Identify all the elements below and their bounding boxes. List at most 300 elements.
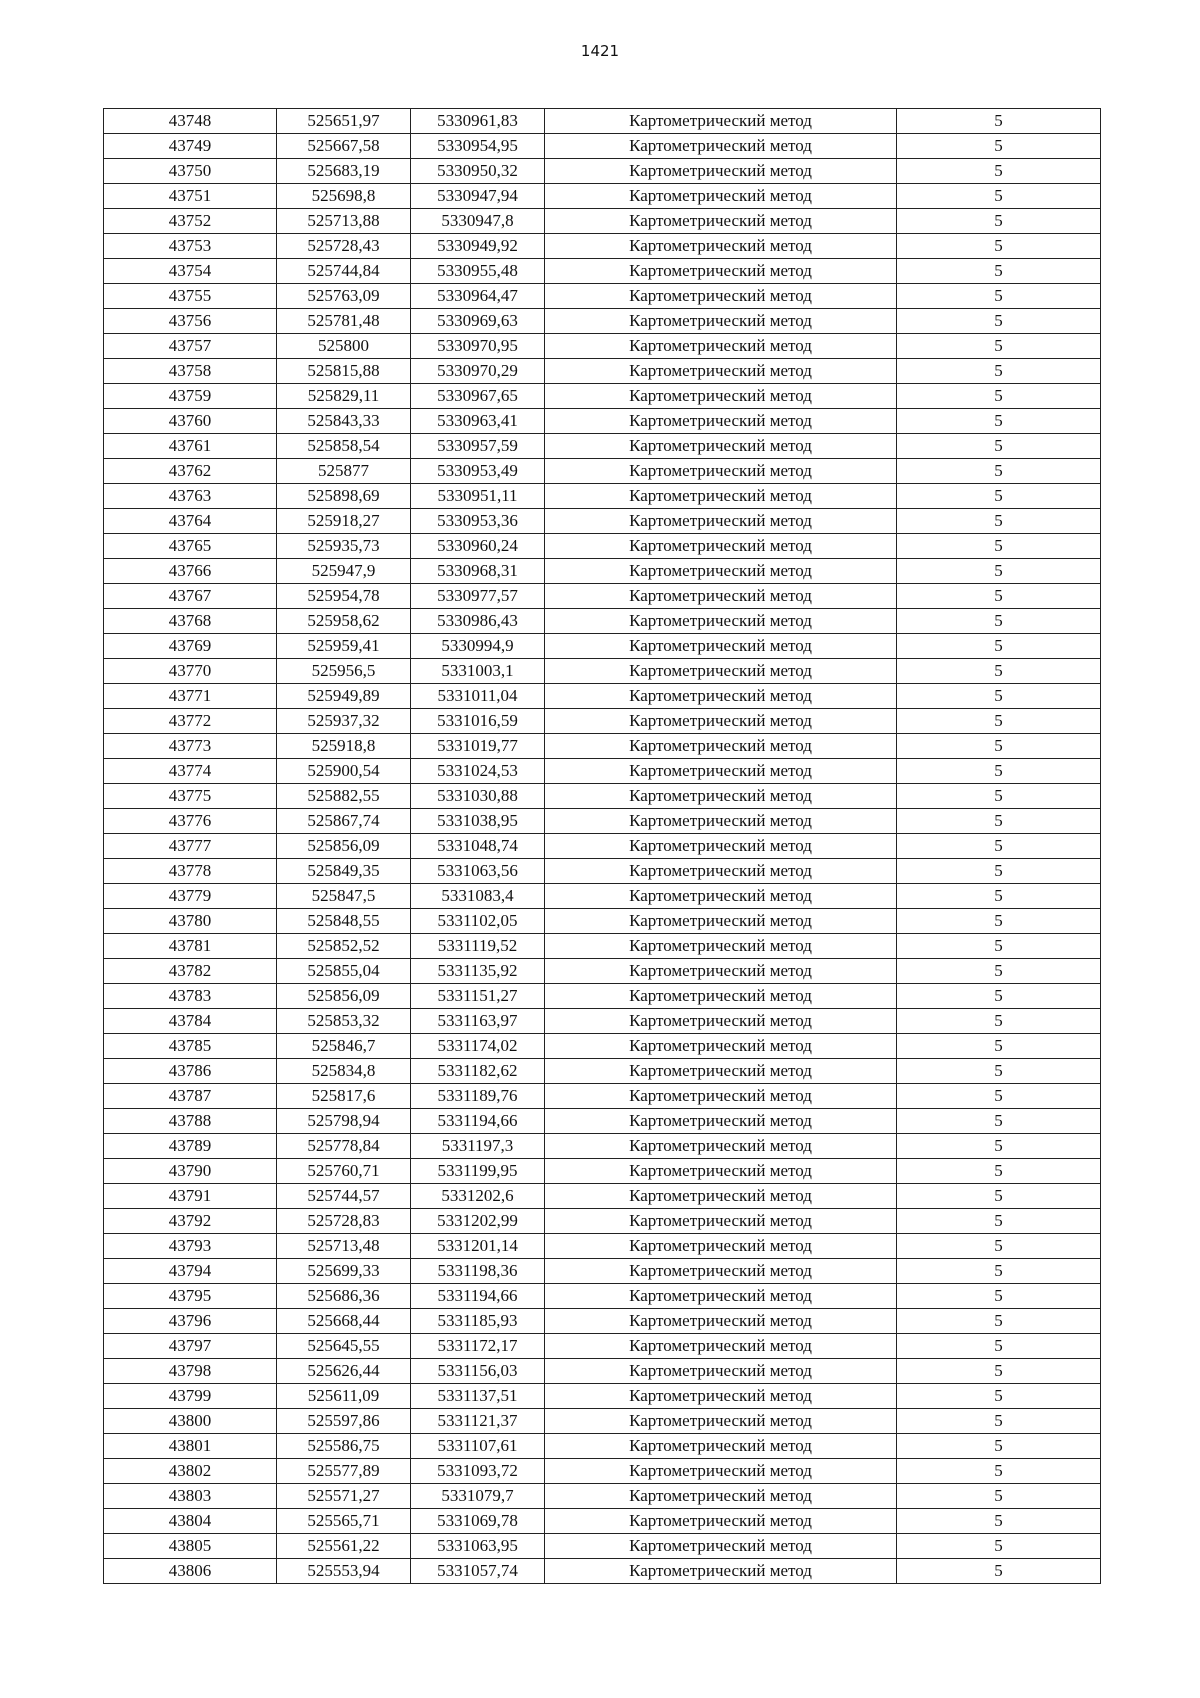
accuracy-cell: 5 <box>897 1259 1101 1284</box>
point-number-cell: 43773 <box>104 734 277 759</box>
accuracy-cell: 5 <box>897 1484 1101 1509</box>
method-cell: Картометрический метод <box>545 309 897 334</box>
table-row <box>104 384 1101 409</box>
point-number-cell: 43797 <box>104 1334 277 1359</box>
accuracy-cell: 5 <box>897 1234 1101 1259</box>
x-coordinate-cell: 525959,41 <box>277 634 411 659</box>
method-cell: Картометрический метод <box>545 1284 897 1309</box>
method-cell: Картометрический метод <box>545 1259 897 1284</box>
point-number-cell: 43801 <box>104 1434 277 1459</box>
accuracy-cell: 5 <box>897 1109 1101 1134</box>
point-number-cell: 43778 <box>104 859 277 884</box>
table-row <box>104 1484 1101 1509</box>
x-coordinate-cell: 525855,04 <box>277 959 411 984</box>
table-row <box>104 959 1101 984</box>
y-coordinate-cell: 5331003,1 <box>411 659 545 684</box>
point-number-cell: 43775 <box>104 784 277 809</box>
x-coordinate-cell: 525856,09 <box>277 834 411 859</box>
point-number-cell: 43803 <box>104 1484 277 1509</box>
method-cell: Картометрический метод <box>545 859 897 884</box>
table-row <box>104 534 1101 559</box>
table-row <box>104 859 1101 884</box>
accuracy-cell: 5 <box>897 159 1101 184</box>
point-number-cell: 43783 <box>104 984 277 1009</box>
table-row <box>104 559 1101 584</box>
y-coordinate-cell: 5331011,04 <box>411 684 545 709</box>
method-cell: Картометрический метод <box>545 1559 897 1584</box>
x-coordinate-cell: 525817,6 <box>277 1084 411 1109</box>
accuracy-cell: 5 <box>897 859 1101 884</box>
page-number: 1421 <box>580 42 620 60</box>
method-cell: Картометрический метод <box>545 1434 897 1459</box>
x-coordinate-cell: 525744,84 <box>277 259 411 284</box>
x-coordinate-cell: 525683,19 <box>277 159 411 184</box>
table-row <box>104 884 1101 909</box>
method-cell: Картометрический метод <box>545 534 897 559</box>
accuracy-cell: 5 <box>897 759 1101 784</box>
x-coordinate-cell: 525958,62 <box>277 609 411 634</box>
table-row <box>104 1209 1101 1234</box>
x-coordinate-cell: 525760,71 <box>277 1159 411 1184</box>
x-coordinate-cell: 525713,48 <box>277 1234 411 1259</box>
table-row <box>104 759 1101 784</box>
accuracy-cell: 5 <box>897 984 1101 1009</box>
x-coordinate-cell: 525849,35 <box>277 859 411 884</box>
accuracy-cell: 5 <box>897 709 1101 734</box>
x-coordinate-cell: 525744,57 <box>277 1184 411 1209</box>
table-row <box>104 1284 1101 1309</box>
table-row <box>104 1359 1101 1384</box>
point-number-cell: 43781 <box>104 934 277 959</box>
accuracy-cell: 5 <box>897 1184 1101 1209</box>
y-coordinate-cell: 5330953,49 <box>411 459 545 484</box>
x-coordinate-cell: 525686,36 <box>277 1284 411 1309</box>
table-row <box>104 1034 1101 1059</box>
accuracy-cell: 5 <box>897 534 1101 559</box>
y-coordinate-cell: 5331174,02 <box>411 1034 545 1059</box>
x-coordinate-cell: 525867,74 <box>277 809 411 834</box>
point-number-cell: 43749 <box>104 134 277 159</box>
y-coordinate-cell: 5331194,66 <box>411 1284 545 1309</box>
coordinates-table-body <box>104 109 1101 1584</box>
y-coordinate-cell: 5330955,48 <box>411 259 545 284</box>
y-coordinate-cell: 5330986,43 <box>411 609 545 634</box>
point-number-cell: 43784 <box>104 1009 277 1034</box>
accuracy-cell: 5 <box>897 1509 1101 1534</box>
y-coordinate-cell: 5331057,74 <box>411 1559 545 1584</box>
x-coordinate-cell: 525667,58 <box>277 134 411 159</box>
accuracy-cell: 5 <box>897 1309 1101 1334</box>
method-cell: Картометрический метод <box>545 184 897 209</box>
table-row <box>104 459 1101 484</box>
point-number-cell: 43787 <box>104 1084 277 1109</box>
y-coordinate-cell: 5331135,92 <box>411 959 545 984</box>
method-cell: Картометрический метод <box>545 434 897 459</box>
x-coordinate-cell: 525597,86 <box>277 1409 411 1434</box>
method-cell: Картометрический метод <box>545 1134 897 1159</box>
x-coordinate-cell: 525815,88 <box>277 359 411 384</box>
table-row <box>104 634 1101 659</box>
method-cell: Картометрический метод <box>545 634 897 659</box>
accuracy-cell: 5 <box>897 1409 1101 1434</box>
x-coordinate-cell: 525834,8 <box>277 1059 411 1084</box>
x-coordinate-cell: 525611,09 <box>277 1384 411 1409</box>
point-number-cell: 43758 <box>104 359 277 384</box>
x-coordinate-cell: 525651,97 <box>277 109 411 134</box>
accuracy-cell: 5 <box>897 1334 1101 1359</box>
method-cell: Картометрический метод <box>545 709 897 734</box>
table-row <box>104 809 1101 834</box>
x-coordinate-cell: 525781,48 <box>277 309 411 334</box>
x-coordinate-cell: 525713,88 <box>277 209 411 234</box>
table-row <box>104 1384 1101 1409</box>
y-coordinate-cell: 5330969,63 <box>411 309 545 334</box>
point-number-cell: 43789 <box>104 1134 277 1159</box>
x-coordinate-cell: 525858,54 <box>277 434 411 459</box>
method-cell: Картометрический метод <box>545 1109 897 1134</box>
y-coordinate-cell: 5331182,62 <box>411 1059 545 1084</box>
accuracy-cell: 5 <box>897 334 1101 359</box>
accuracy-cell: 5 <box>897 384 1101 409</box>
y-coordinate-cell: 5331197,3 <box>411 1134 545 1159</box>
point-number-cell: 43786 <box>104 1059 277 1084</box>
point-number-cell: 43756 <box>104 309 277 334</box>
accuracy-cell: 5 <box>897 834 1101 859</box>
table-row <box>104 1059 1101 1084</box>
method-cell: Картометрический метод <box>545 1534 897 1559</box>
method-cell: Картометрический метод <box>545 1159 897 1184</box>
accuracy-cell: 5 <box>897 1359 1101 1384</box>
method-cell: Картометрический метод <box>545 809 897 834</box>
table-row <box>104 1409 1101 1434</box>
table-row <box>104 609 1101 634</box>
table-row <box>104 659 1101 684</box>
point-number-cell: 43793 <box>104 1234 277 1259</box>
x-coordinate-cell: 525848,55 <box>277 909 411 934</box>
x-coordinate-cell: 525935,73 <box>277 534 411 559</box>
y-coordinate-cell: 5330953,36 <box>411 509 545 534</box>
accuracy-cell: 5 <box>897 1284 1101 1309</box>
accuracy-cell: 5 <box>897 659 1101 684</box>
y-coordinate-cell: 5331156,03 <box>411 1359 545 1384</box>
y-coordinate-cell: 5331102,05 <box>411 909 545 934</box>
y-coordinate-cell: 5331199,95 <box>411 1159 545 1184</box>
accuracy-cell: 5 <box>897 1159 1101 1184</box>
x-coordinate-cell: 525900,54 <box>277 759 411 784</box>
accuracy-cell: 5 <box>897 409 1101 434</box>
method-cell: Картометрический метод <box>545 409 897 434</box>
method-cell: Картометрический метод <box>545 359 897 384</box>
point-number-cell: 43771 <box>104 684 277 709</box>
point-number-cell: 43776 <box>104 809 277 834</box>
y-coordinate-cell: 5330960,24 <box>411 534 545 559</box>
point-number-cell: 43798 <box>104 1359 277 1384</box>
point-number-cell: 43804 <box>104 1509 277 1534</box>
x-coordinate-cell: 525577,89 <box>277 1459 411 1484</box>
accuracy-cell: 5 <box>897 1434 1101 1459</box>
method-cell: Картометрический метод <box>545 659 897 684</box>
point-number-cell: 43755 <box>104 284 277 309</box>
accuracy-cell: 5 <box>897 1134 1101 1159</box>
point-number-cell: 43802 <box>104 1459 277 1484</box>
method-cell: Картометрический метод <box>545 1309 897 1334</box>
accuracy-cell: 5 <box>897 484 1101 509</box>
table-row <box>104 134 1101 159</box>
method-cell: Картометрический метод <box>545 384 897 409</box>
table-row <box>104 1134 1101 1159</box>
method-cell: Картометрический метод <box>545 1209 897 1234</box>
x-coordinate-cell: 525728,83 <box>277 1209 411 1234</box>
x-coordinate-cell: 525586,75 <box>277 1434 411 1459</box>
table-row <box>104 109 1101 134</box>
method-cell: Картометрический метод <box>545 1409 897 1434</box>
table-row <box>104 584 1101 609</box>
x-coordinate-cell: 525877 <box>277 459 411 484</box>
accuracy-cell: 5 <box>897 359 1101 384</box>
point-number-cell: 43751 <box>104 184 277 209</box>
table-row <box>104 484 1101 509</box>
method-cell: Картометрический метод <box>545 609 897 634</box>
y-coordinate-cell: 5331198,36 <box>411 1259 545 1284</box>
accuracy-cell: 5 <box>897 784 1101 809</box>
table-row <box>104 934 1101 959</box>
y-coordinate-cell: 5331202,6 <box>411 1184 545 1209</box>
accuracy-cell: 5 <box>897 609 1101 634</box>
x-coordinate-cell: 525846,7 <box>277 1034 411 1059</box>
y-coordinate-cell: 5331121,37 <box>411 1409 545 1434</box>
method-cell: Картометрический метод <box>545 1384 897 1409</box>
accuracy-cell: 5 <box>897 1534 1101 1559</box>
table-row <box>104 284 1101 309</box>
y-coordinate-cell: 5331069,78 <box>411 1509 545 1534</box>
table-row <box>104 259 1101 284</box>
point-number-cell: 43772 <box>104 709 277 734</box>
point-number-cell: 43759 <box>104 384 277 409</box>
y-coordinate-cell: 5330964,47 <box>411 284 545 309</box>
table-row <box>104 1009 1101 1034</box>
x-coordinate-cell: 525898,69 <box>277 484 411 509</box>
accuracy-cell: 5 <box>897 584 1101 609</box>
accuracy-cell: 5 <box>897 134 1101 159</box>
point-number-cell: 43760 <box>104 409 277 434</box>
point-number-cell: 43788 <box>104 1109 277 1134</box>
x-coordinate-cell: 525561,22 <box>277 1534 411 1559</box>
method-cell: Картометрический метод <box>545 784 897 809</box>
accuracy-cell: 5 <box>897 1459 1101 1484</box>
x-coordinate-cell: 525645,55 <box>277 1334 411 1359</box>
accuracy-cell: 5 <box>897 509 1101 534</box>
accuracy-cell: 5 <box>897 884 1101 909</box>
method-cell: Картометрический метод <box>545 1009 897 1034</box>
point-number-cell: 43754 <box>104 259 277 284</box>
point-number-cell: 43763 <box>104 484 277 509</box>
x-coordinate-cell: 525798,94 <box>277 1109 411 1134</box>
accuracy-cell: 5 <box>897 1209 1101 1234</box>
y-coordinate-cell: 5330950,32 <box>411 159 545 184</box>
x-coordinate-cell: 525956,5 <box>277 659 411 684</box>
x-coordinate-cell: 525949,89 <box>277 684 411 709</box>
point-number-cell: 43750 <box>104 159 277 184</box>
method-cell: Картометрический метод <box>545 234 897 259</box>
method-cell: Картометрический метод <box>545 209 897 234</box>
y-coordinate-cell: 5331202,99 <box>411 1209 545 1234</box>
y-coordinate-cell: 5330994,9 <box>411 634 545 659</box>
accuracy-cell: 5 <box>897 634 1101 659</box>
accuracy-cell: 5 <box>897 909 1101 934</box>
table-row <box>104 709 1101 734</box>
method-cell: Картометрический метод <box>545 134 897 159</box>
y-coordinate-cell: 5331137,51 <box>411 1384 545 1409</box>
method-cell: Картометрический метод <box>545 584 897 609</box>
table-row <box>104 409 1101 434</box>
method-cell: Картометрический метод <box>545 734 897 759</box>
method-cell: Картометрический метод <box>545 559 897 584</box>
method-cell: Картометрический метод <box>545 1034 897 1059</box>
accuracy-cell: 5 <box>897 1384 1101 1409</box>
point-number-cell: 43779 <box>104 884 277 909</box>
y-coordinate-cell: 5330977,57 <box>411 584 545 609</box>
x-coordinate-cell: 525571,27 <box>277 1484 411 1509</box>
x-coordinate-cell: 525856,09 <box>277 984 411 1009</box>
y-coordinate-cell: 5330947,8 <box>411 209 545 234</box>
x-coordinate-cell: 525553,94 <box>277 1559 411 1584</box>
table-row <box>104 434 1101 459</box>
y-coordinate-cell: 5330954,95 <box>411 134 545 159</box>
x-coordinate-cell: 525852,52 <box>277 934 411 959</box>
point-number-cell: 43780 <box>104 909 277 934</box>
point-number-cell: 43777 <box>104 834 277 859</box>
y-coordinate-cell: 5331194,66 <box>411 1109 545 1134</box>
accuracy-cell: 5 <box>897 234 1101 259</box>
accuracy-cell: 5 <box>897 684 1101 709</box>
point-number-cell: 43774 <box>104 759 277 784</box>
accuracy-cell: 5 <box>897 184 1101 209</box>
method-cell: Картометрический метод <box>545 1509 897 1534</box>
method-cell: Картометрический метод <box>545 1234 897 1259</box>
y-coordinate-cell: 5331016,59 <box>411 709 545 734</box>
table-row <box>104 1459 1101 1484</box>
accuracy-cell: 5 <box>897 1009 1101 1034</box>
table-row <box>104 1084 1101 1109</box>
table-row <box>104 909 1101 934</box>
method-cell: Картометрический метод <box>545 259 897 284</box>
point-number-cell: 43761 <box>104 434 277 459</box>
y-coordinate-cell: 5331201,14 <box>411 1234 545 1259</box>
point-number-cell: 43770 <box>104 659 277 684</box>
y-coordinate-cell: 5331079,7 <box>411 1484 545 1509</box>
y-coordinate-cell: 5331093,72 <box>411 1459 545 1484</box>
method-cell: Картометрический метод <box>545 984 897 1009</box>
accuracy-cell: 5 <box>897 109 1101 134</box>
table-row <box>104 1159 1101 1184</box>
y-coordinate-cell: 5330949,92 <box>411 234 545 259</box>
method-cell: Картометрический метод <box>545 509 897 534</box>
accuracy-cell: 5 <box>897 1034 1101 1059</box>
table-row <box>104 1184 1101 1209</box>
x-coordinate-cell: 525800 <box>277 334 411 359</box>
table-row <box>104 834 1101 859</box>
y-coordinate-cell: 5331030,88 <box>411 784 545 809</box>
point-number-cell: 43762 <box>104 459 277 484</box>
method-cell: Картометрический метод <box>545 759 897 784</box>
table-row <box>104 359 1101 384</box>
x-coordinate-cell: 525626,44 <box>277 1359 411 1384</box>
accuracy-cell: 5 <box>897 1059 1101 1084</box>
x-coordinate-cell: 525829,11 <box>277 384 411 409</box>
method-cell: Картометрический метод <box>545 1334 897 1359</box>
point-number-cell: 43782 <box>104 959 277 984</box>
x-coordinate-cell: 525918,27 <box>277 509 411 534</box>
method-cell: Картометрический метод <box>545 1184 897 1209</box>
accuracy-cell: 5 <box>897 209 1101 234</box>
method-cell: Картометрический метод <box>545 284 897 309</box>
x-coordinate-cell: 525699,33 <box>277 1259 411 1284</box>
point-number-cell: 43796 <box>104 1309 277 1334</box>
table-row <box>104 1434 1101 1459</box>
y-coordinate-cell: 5331189,76 <box>411 1084 545 1109</box>
method-cell: Картометрический метод <box>545 334 897 359</box>
y-coordinate-cell: 5331151,27 <box>411 984 545 1009</box>
y-coordinate-cell: 5330961,83 <box>411 109 545 134</box>
table-row <box>104 734 1101 759</box>
point-number-cell: 43792 <box>104 1209 277 1234</box>
table-row <box>104 1334 1101 1359</box>
x-coordinate-cell: 525565,71 <box>277 1509 411 1534</box>
table-row <box>104 1534 1101 1559</box>
method-cell: Картометрический метод <box>545 1484 897 1509</box>
accuracy-cell: 5 <box>897 959 1101 984</box>
y-coordinate-cell: 5331163,97 <box>411 1009 545 1034</box>
point-number-cell: 43765 <box>104 534 277 559</box>
point-number-cell: 43800 <box>104 1409 277 1434</box>
accuracy-cell: 5 <box>897 259 1101 284</box>
table-row <box>104 1259 1101 1284</box>
table-row <box>104 509 1101 534</box>
accuracy-cell: 5 <box>897 284 1101 309</box>
y-coordinate-cell: 5330963,41 <box>411 409 545 434</box>
method-cell: Картометрический метод <box>545 884 897 909</box>
y-coordinate-cell: 5331048,74 <box>411 834 545 859</box>
method-cell: Картометрический метод <box>545 1459 897 1484</box>
method-cell: Картометрический метод <box>545 959 897 984</box>
x-coordinate-cell: 525947,9 <box>277 559 411 584</box>
accuracy-cell: 5 <box>897 459 1101 484</box>
table-row <box>104 1234 1101 1259</box>
point-number-cell: 43799 <box>104 1384 277 1409</box>
accuracy-cell: 5 <box>897 309 1101 334</box>
x-coordinate-cell: 525763,09 <box>277 284 411 309</box>
table-row <box>104 1309 1101 1334</box>
accuracy-cell: 5 <box>897 559 1101 584</box>
method-cell: Картометрический метод <box>545 909 897 934</box>
y-coordinate-cell: 5330970,29 <box>411 359 545 384</box>
y-coordinate-cell: 5331107,61 <box>411 1434 545 1459</box>
method-cell: Картометрический метод <box>545 459 897 484</box>
point-number-cell: 43785 <box>104 1034 277 1059</box>
coordinates-table <box>103 108 1101 1584</box>
y-coordinate-cell: 5331063,95 <box>411 1534 545 1559</box>
point-number-cell: 43790 <box>104 1159 277 1184</box>
y-coordinate-cell: 5331119,52 <box>411 934 545 959</box>
y-coordinate-cell: 5331038,95 <box>411 809 545 834</box>
point-number-cell: 43766 <box>104 559 277 584</box>
y-coordinate-cell: 5330968,31 <box>411 559 545 584</box>
point-number-cell: 43794 <box>104 1259 277 1284</box>
point-number-cell: 43795 <box>104 1284 277 1309</box>
table-row <box>104 309 1101 334</box>
x-coordinate-cell: 525954,78 <box>277 584 411 609</box>
method-cell: Картометрический метод <box>545 934 897 959</box>
